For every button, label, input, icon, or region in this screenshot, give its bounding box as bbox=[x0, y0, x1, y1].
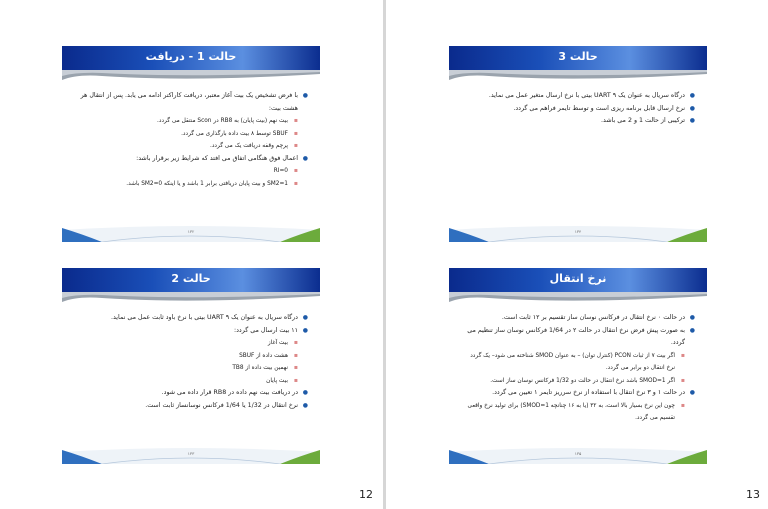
sub-bullet-item: ▪ نهمین بیت داده از TB8 bbox=[80, 362, 298, 375]
page-number: 12 bbox=[359, 488, 373, 501]
sub-bullet-item: ▪ اگر SMOD=1 باشد نرخ انتقال در حالت دو 1/32 فرکانس نوسان ساز است. bbox=[467, 375, 685, 388]
sub-bullet-item: ▪ SM2=1 و بیت پایان دریافتی برابر 1 باشد و یا اینکه SM2=0 باشد. bbox=[80, 178, 298, 191]
bullet-item: ● درگاه سریال به عنوان یک UART ۹ بیتی با نرخ باود ثابت عمل می نماید. bbox=[80, 312, 308, 325]
slide-bullet-list bbox=[467, 90, 695, 128]
slide-number: ۱۳۵ bbox=[574, 451, 582, 456]
slide-bullet-list bbox=[467, 312, 695, 425]
bullet-item: ● در حالت ۰ نرخ انتقال در فرکانس نوسان ساز تقسیم بر ۱۲ ثابت است. bbox=[467, 312, 695, 325]
slide-mode2 bbox=[62, 268, 320, 464]
slide-transfer-rate bbox=[449, 268, 707, 464]
bullet-item: ● ۱۱ بیت ارسال می گردد: bbox=[80, 325, 308, 338]
bullet-item: ● نرخ انتقال در 1/32 یا 1/64 فرکانس نوسانساز ثابت است. bbox=[80, 400, 308, 413]
slide-bullet-list bbox=[80, 312, 308, 412]
slide-title: حالت 3 bbox=[558, 50, 598, 63]
bullet-item: ● به صورت پیش فرض نرخ انتقال در حالت ۲ در 1/64 فرکانس نوسان ساز تنظیم می گردد. bbox=[467, 325, 695, 350]
slide-title-banner bbox=[62, 268, 320, 292]
sub-bullet-item: ▪ بیت آغاز bbox=[80, 337, 298, 350]
banner-swoosh bbox=[62, 70, 320, 82]
bullet-item: ● اعمال فوق هنگامی اتفاق می افتد که شرایط زیر برقرار باشد: bbox=[80, 153, 308, 166]
page-number: 13 bbox=[746, 488, 760, 501]
sub-bullet-item: ▪ SBUF توسط ۸ بیت داده بارگذاری می گردد. bbox=[80, 128, 298, 141]
banner-swoosh bbox=[449, 292, 707, 304]
slide-number: ۱۳۳ bbox=[187, 451, 195, 456]
sub-bullet-item: ▪ هشت داده از SBUF bbox=[80, 350, 298, 363]
sub-bullet-item: ▪ بیت پایان bbox=[80, 375, 298, 388]
sub-bullet-item: ▪ اگر بیت ۷ از ثبات PCON (کنترل توان) – به عنوان SMOD شناخته می شود– یک گردد نرخ انتقال دو برابر می گردد. bbox=[467, 350, 685, 375]
bullet-item: ● ترکیبی از حالت 1 و 2 می باشد. bbox=[467, 115, 695, 128]
slide-mode1-receive bbox=[62, 46, 320, 242]
document-page-left bbox=[0, 0, 383, 509]
document-page-right bbox=[386, 0, 768, 509]
slide-title-banner bbox=[62, 46, 320, 70]
banner-swoosh bbox=[62, 292, 320, 304]
slide-title: حالت 2 bbox=[171, 272, 211, 285]
banner-swoosh bbox=[449, 70, 707, 82]
sub-bullet-item: ▪ پرچم وقفه دریافت یک می گردد. bbox=[80, 140, 298, 153]
slide-mode3 bbox=[449, 46, 707, 242]
sub-bullet-item: ▪ بیت نهم (بیت پایان) به RB8 در Scon منتقل می گردد. bbox=[80, 115, 298, 128]
bullet-item: ● با فرض تشخیص یک بیت آغاز معتبر، دریافت کاراکتر ادامه می یابد. پس از انتقال هر هشت بیت: bbox=[80, 90, 308, 115]
sub-bullet-item: ▪ چون این نرخ بسیار بالا است، به ۳۲ (یا به ۱۶ چنانچه SMOD=1) برای تولید نرخ واقعی تقسیم می گردد. bbox=[467, 400, 685, 425]
sub-bullet-item: ▪ RI=0 bbox=[80, 165, 298, 178]
slide-title-banner bbox=[449, 268, 707, 292]
slide-title-banner bbox=[449, 46, 707, 70]
slide-number: ۱۳۲ bbox=[187, 229, 195, 234]
bullet-item: ● در دریافت بیت نهم داده در RB8 قرار داده می شود. bbox=[80, 387, 308, 400]
slide-number: ۱۳۴ bbox=[574, 229, 582, 234]
bullet-item: ● درگاه سریال به عنوان یک UART ۹ بیتی با نرخ ارسال متغیر عمل می نماید. bbox=[467, 90, 695, 103]
slide-bullet-list bbox=[80, 90, 308, 190]
slide-title: حالت 1 - دریافت bbox=[145, 50, 237, 63]
bullet-item: ● نرخ ارسال قابل برنامه ریزی است و توسط تایمر فراهم می گردد. bbox=[467, 103, 695, 116]
bullet-item: ● در حالت ۱ و ۳ نرخ انتقال با استفاده از نرخ سرریز تایمر ۱ تعیین می گردد. bbox=[467, 387, 695, 400]
slide-title: نرخ انتقال bbox=[549, 272, 607, 285]
